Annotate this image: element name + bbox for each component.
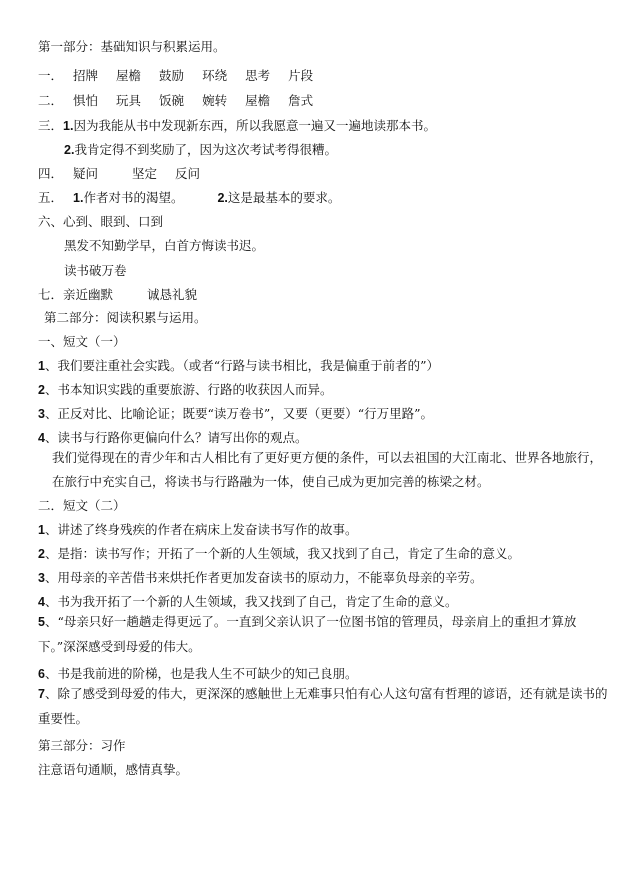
q3-line2 <box>64 142 337 158</box>
s2-item <box>38 682 608 730</box>
q6-line2: 黑发不知勤学早，白首方悔读书迟。 <box>64 238 265 253</box>
s1-heading: 一、短文（一） <box>38 334 126 349</box>
s2-heading: 二．短文（二） <box>38 498 126 513</box>
q2-word: 惧怕 <box>73 93 99 108</box>
s1-item-text: 、正反对比、比喻论证；既要“读万卷书”，又要（更要）“行万里路”。 <box>44 406 434 421</box>
s1-item <box>38 430 307 446</box>
s2-item-num: 6 <box>38 667 45 681</box>
s1-item-num: 2 <box>38 383 45 397</box>
s2-item-num: 3 <box>38 571 45 585</box>
q7-num: 七． <box>38 287 64 302</box>
s2-item-num: 4 <box>38 595 45 609</box>
part3-text: 注意语句通顺，感情真挚。 <box>38 762 189 777</box>
s2-item-num: 7 <box>38 687 45 701</box>
q3-line1 <box>38 118 436 134</box>
q2-row <box>38 93 313 109</box>
q7-word: 诚恳礼貌 <box>147 287 198 302</box>
q1-row <box>38 68 313 84</box>
s2-item-text: 、除了感受到母爱的伟大，更深深的感触世上无难事只怕有心人这句富有哲理的谚语，还有就是读书的重要性。 <box>38 686 608 726</box>
s2-item-text: 、讲述了终身残疾的作者在病床上发奋读书写作的故事。 <box>44 522 358 537</box>
s2-item-text: 、书为我开拓了一个新的人生领域，我又找到了自己，肯定了生命的意义。 <box>44 594 458 609</box>
s1-item-num: 4 <box>38 431 45 445</box>
s1-item-num: 3 <box>38 407 45 421</box>
q3-sub-num: 2. <box>64 143 75 157</box>
q2-num: 二． <box>38 93 64 108</box>
s2-item <box>38 610 608 658</box>
q2-word: 婉转 <box>202 93 228 108</box>
s2-item-text: 、书是我前进的阶梯，也是我人生不可缺少的知己良朋。 <box>44 666 358 681</box>
s2-item <box>38 546 520 562</box>
s2-item-num: 1 <box>38 523 45 537</box>
q5-sub-num: 1. <box>73 191 84 205</box>
q5-num: 五． <box>38 190 64 205</box>
q1-num: 一． <box>38 68 64 83</box>
part3-title: 第三部分：习作 <box>38 738 126 753</box>
q4-word: 疑问 <box>73 166 99 181</box>
q1-word: 招牌 <box>73 68 99 83</box>
q3-answer: 因为我能从书中发现新东西，所以我愿意一遍又一遍地读那本书。 <box>73 118 436 133</box>
q1-word: 环绕 <box>202 68 228 83</box>
q7-word: 亲近幽默 <box>63 287 114 302</box>
s1-answer-text: 我们觉得现在的青少年和古人相比有了更好更方便的条件，可以去祖国的大江南北、世界各地旅行，在旅行中充实自己，将读书与行路融为一体，使自己成为更加完善的栋梁之材。 <box>52 450 603 489</box>
s1-item-text: 、书本知识实践的重要旅游、行路的收获因人而异。 <box>44 382 333 397</box>
q1-word: 思考 <box>245 68 271 83</box>
s1-item-num: 1 <box>38 359 45 373</box>
q2-word: 詹式 <box>288 93 314 108</box>
q1-word: 片段 <box>288 68 314 83</box>
q3-sub-num: 1. <box>63 119 74 133</box>
q6-line3: 读书破万卷 <box>64 263 127 278</box>
s2-item <box>38 570 482 586</box>
q1-word: 屋檐 <box>116 68 142 83</box>
q2-word: 玩具 <box>116 93 142 108</box>
s2-item-text: 、是指：读书写作；开拓了一个新的人生领域，我又找到了自己，肯定了生命的意义。 <box>44 546 520 561</box>
q5-answer: 这是最基本的要求。 <box>227 190 341 205</box>
q4-word: 反问 <box>175 166 201 181</box>
s1-answer <box>52 446 607 493</box>
s2-item-num: 2 <box>38 547 45 561</box>
s1-item-text: 、读书与行路你更偏向什么？请写出你的观点。 <box>44 430 308 445</box>
q4-word: 坚定 <box>132 166 158 181</box>
s2-item <box>38 522 357 538</box>
s2-item-text: 、“母亲只好一趟趟走得更远了。一直到父亲认识了一位图书馆的管理员，母亲肩上的重担才算放下。”深深感受到母爱的伟大。 <box>38 614 577 654</box>
q1-word: 鼓励 <box>159 68 185 83</box>
q6-num: 六、 <box>38 214 64 229</box>
q7-row <box>38 287 197 303</box>
q6-row <box>38 214 163 230</box>
q6-answer: 心到、眼到、口到 <box>63 214 164 229</box>
s2-item-num: 5 <box>38 615 45 629</box>
part2-title: 第二部分：阅读积累与运用。 <box>44 310 207 325</box>
s1-item <box>38 406 433 422</box>
s1-item-text: 、我们要注重社会实践。（或者“行路与读书相比，我是偏重于前者的”） <box>44 358 439 373</box>
s2-item <box>38 666 357 682</box>
s1-item <box>38 358 439 374</box>
q2-word: 屋檐 <box>245 93 271 108</box>
q5-row <box>38 190 340 206</box>
q4-row <box>38 166 200 182</box>
q3-answer: 我肯定得不到奖励了，因为这次考试考得很糟。 <box>74 142 337 157</box>
q5-answer: 作者对书的渴望。 <box>83 190 184 205</box>
s2-item <box>38 594 457 610</box>
s1-item <box>38 382 332 398</box>
q5-sub-num: 2. <box>217 191 228 205</box>
s2-item-text: 、用母亲的辛苦借书来烘托作者更加发奋读书的原动力，不能辜负母亲的辛劳。 <box>44 570 483 585</box>
q3-num: 三． <box>38 118 64 133</box>
q4-num: 四． <box>38 166 64 181</box>
q2-word: 饭碗 <box>159 93 185 108</box>
part1-title: 第一部分：基础知识与积累运用。 <box>38 39 226 54</box>
